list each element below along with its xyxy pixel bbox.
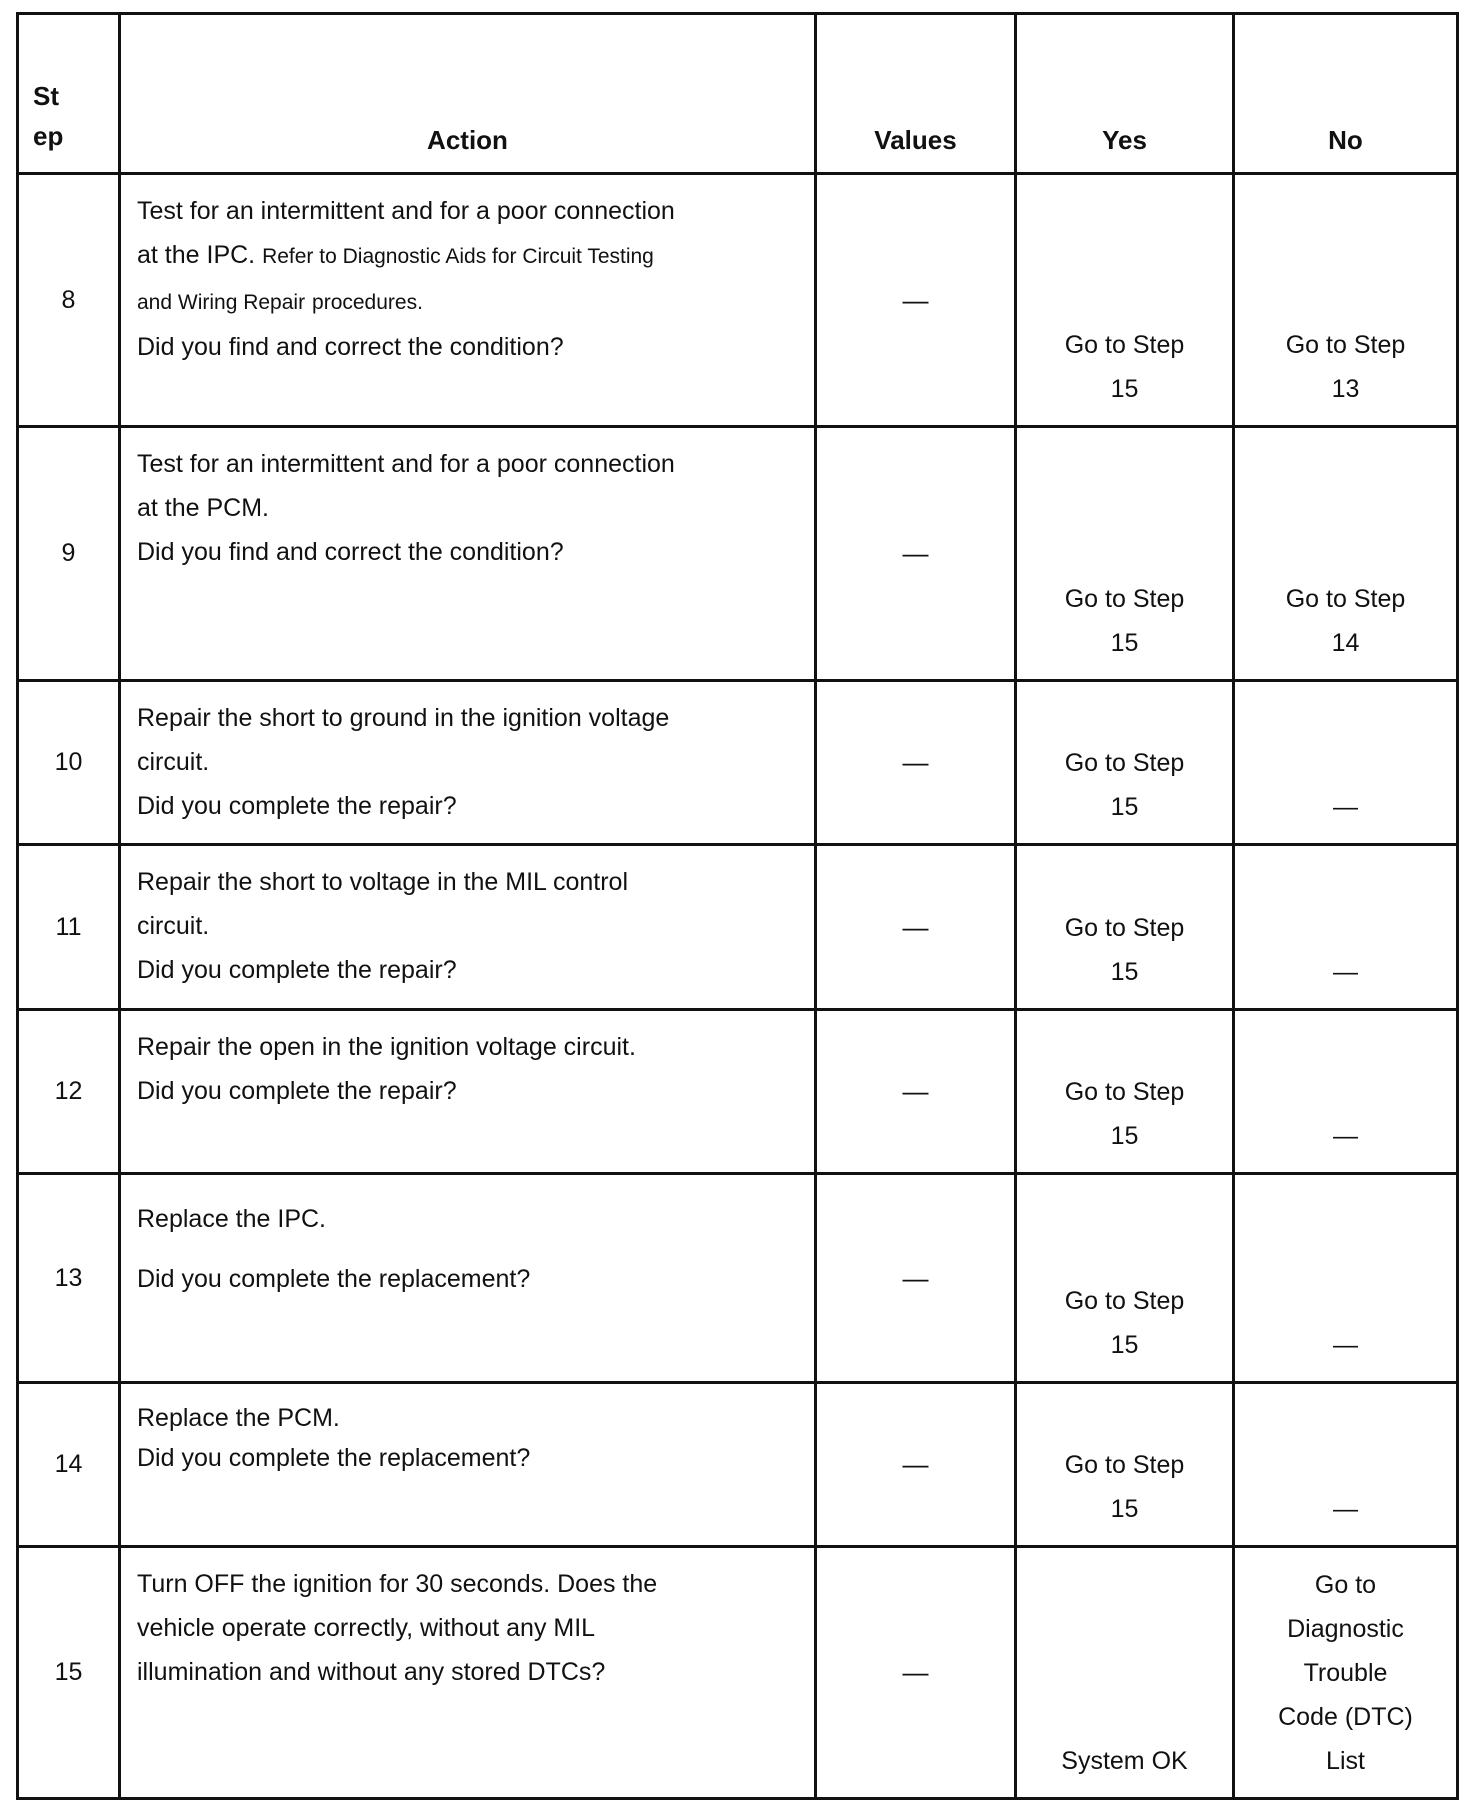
yes-step-number: 15 <box>1110 958 1139 986</box>
action-line-reference: and Wiring Repair <box>137 291 306 314</box>
action-line: Repair the short to voltage in the MIL control <box>137 868 629 896</box>
header-values: Values <box>816 14 1016 174</box>
values-cell: — <box>816 427 1016 681</box>
yes-line: Go to Step <box>1064 1287 1185 1315</box>
yes-cell: System OK <box>1016 1547 1234 1799</box>
no-cell: — <box>1234 845 1458 1010</box>
yes-line: Go to Step <box>1064 585 1185 613</box>
table-row <box>18 1547 1458 1799</box>
no-cell <box>1234 427 1458 681</box>
no-step-number: 13 <box>1331 375 1360 403</box>
header-step <box>18 14 120 174</box>
action-question: Did you complete the repair? <box>137 792 457 820</box>
values-cell: — <box>816 1174 1016 1383</box>
yes-line: Go to Step <box>1064 1451 1185 1479</box>
yes-cell <box>1016 1010 1234 1174</box>
action-text <box>120 1383 816 1547</box>
table-row <box>18 845 1458 1010</box>
step-number: 13 <box>18 1174 120 1383</box>
yes-cell <box>1016 845 1234 1010</box>
table-row <box>18 1010 1458 1174</box>
diagnostic-step-table <box>16 12 1459 1800</box>
step-number: 15 <box>18 1547 120 1799</box>
yes-step-number: 15 <box>1110 793 1139 821</box>
yes-cell <box>1016 681 1234 845</box>
action-line: Replace the PCM. <box>137 1404 340 1432</box>
yes-line: Go to Step <box>1064 914 1185 942</box>
action-line: Turn OFF the ignition for 30 seconds. Does the <box>137 1570 658 1598</box>
action-line: at the PCM. <box>137 494 269 522</box>
yes-line: Go to Step <box>1064 1078 1185 1106</box>
values-cell: — <box>816 1010 1016 1174</box>
step-number: 12 <box>18 1010 120 1174</box>
header-step-line2: ep <box>33 121 64 151</box>
action-question: Did you complete the replacement? <box>137 1444 531 1472</box>
no-cell <box>1234 1547 1458 1799</box>
no-line: Go to Step <box>1285 585 1406 613</box>
no-line: Go to Step <box>1285 331 1406 359</box>
action-text <box>120 427 816 681</box>
action-line: Repair the open in the ignition voltage circuit. <box>137 1033 636 1061</box>
action-question: Did you find and correct the condition? <box>137 333 564 361</box>
yes-cell <box>1016 1174 1234 1383</box>
action-question: Did you complete the repair? <box>137 956 457 984</box>
action-text <box>120 845 816 1010</box>
no-line: Go to <box>1314 1571 1377 1599</box>
action-line: Test for an intermittent and for a poor connection <box>137 197 675 225</box>
yes-cell <box>1016 1383 1234 1547</box>
action-text <box>120 681 816 845</box>
values-cell: — <box>816 681 1016 845</box>
no-cell: — <box>1234 681 1458 845</box>
no-line: List <box>1326 1747 1365 1775</box>
header-no: No <box>1234 14 1458 174</box>
no-line: Diagnostic <box>1287 1615 1404 1643</box>
header-step-line1: St <box>33 81 59 111</box>
no-cell: — <box>1234 1010 1458 1174</box>
header-yes: Yes <box>1016 14 1234 174</box>
step-number: 10 <box>18 681 120 845</box>
yes-step-number: 15 <box>1110 375 1139 403</box>
yes-line: Go to Step <box>1064 331 1185 359</box>
action-text <box>120 174 816 427</box>
action-question: Did you find and correct the condition? <box>137 538 564 566</box>
action-question: Did you complete the replacement? <box>137 1265 531 1293</box>
yes-step-number: 15 <box>1110 1122 1139 1150</box>
no-line: Trouble <box>1303 1659 1388 1687</box>
values-cell: — <box>816 1547 1016 1799</box>
step-number: 9 <box>18 427 120 681</box>
no-step-number: 14 <box>1331 629 1360 657</box>
action-line-reference: procedures. <box>312 291 423 314</box>
action-line: at the IPC. <box>137 241 256 269</box>
action-line: illumination and without any stored DTCs? <box>137 1658 606 1686</box>
yes-step-number: 15 <box>1110 1331 1139 1359</box>
no-cell: — <box>1234 1174 1458 1383</box>
action-line: circuit. <box>137 912 210 940</box>
table-row <box>18 427 1458 681</box>
yes-cell <box>1016 174 1234 427</box>
action-text <box>120 1547 816 1799</box>
yes-step-number: 15 <box>1110 629 1139 657</box>
step-number: 11 <box>18 845 120 1010</box>
table-row <box>18 174 1458 427</box>
values-cell: — <box>816 174 1016 427</box>
yes-cell <box>1016 427 1234 681</box>
values-cell: — <box>816 845 1016 1010</box>
yes-line: Go to Step <box>1064 749 1185 777</box>
table-header-row <box>18 14 1458 174</box>
table-row <box>18 1174 1458 1383</box>
table-row <box>18 1383 1458 1547</box>
action-text <box>120 1174 816 1383</box>
action-question: Did you complete the repair? <box>137 1077 457 1105</box>
action-line: Test for an intermittent and for a poor connection <box>137 450 675 478</box>
values-cell: — <box>816 1383 1016 1547</box>
step-number: 14 <box>18 1383 120 1547</box>
action-line: circuit. <box>137 748 210 776</box>
table-row <box>18 681 1458 845</box>
step-number: 8 <box>18 174 120 427</box>
no-line: Code (DTC) <box>1278 1703 1413 1731</box>
action-line: vehicle operate correctly, without any MIL <box>137 1614 596 1642</box>
no-cell <box>1234 174 1458 427</box>
yes-step-number: 15 <box>1110 1495 1139 1523</box>
action-line: Replace the IPC. <box>137 1205 326 1233</box>
action-text <box>120 1010 816 1174</box>
action-line-reference: Refer to Diagnostic Aids for Circuit Testing <box>262 245 654 268</box>
no-cell: — <box>1234 1383 1458 1547</box>
header-action: Action <box>120 14 816 174</box>
action-line: Repair the short to ground in the ignition voltage <box>137 704 670 732</box>
